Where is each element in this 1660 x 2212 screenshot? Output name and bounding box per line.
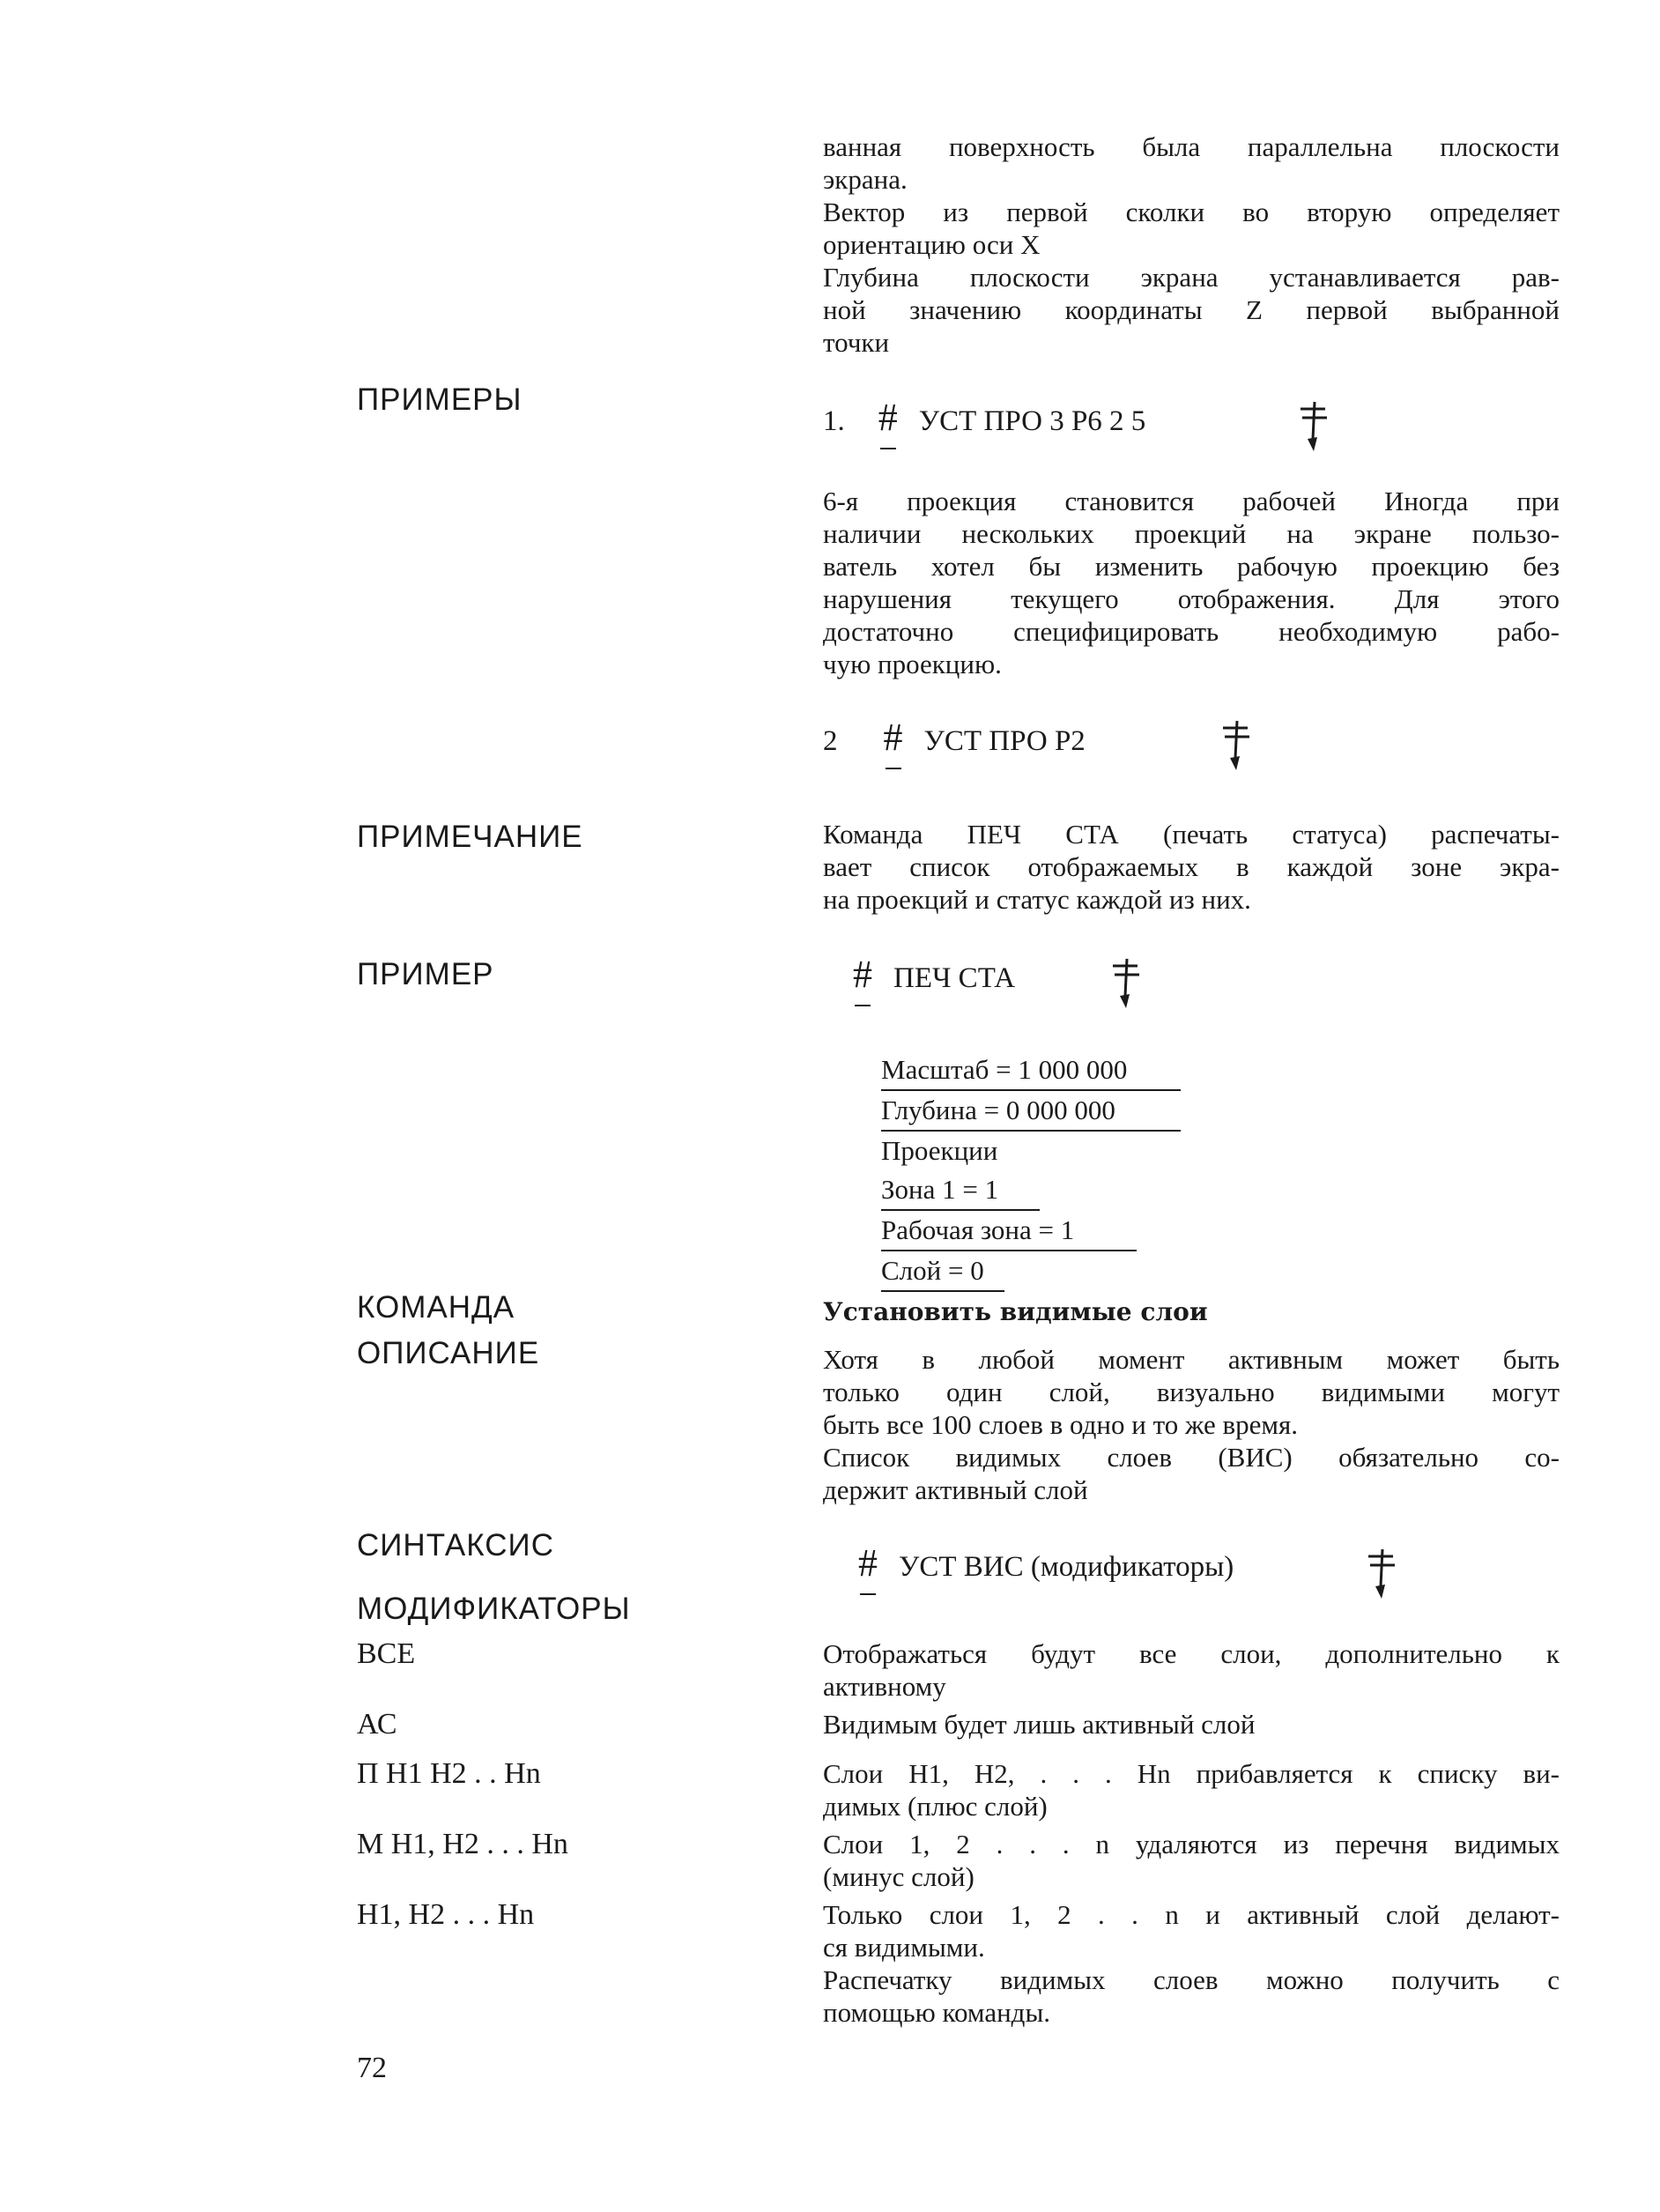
paragraph-line: ной значению координаты Z первой выбранной bbox=[823, 294, 1560, 325]
status-line: Масштаб = 1 000 000 bbox=[881, 1050, 1181, 1091]
paragraph-line: Слои Н1, Н2, . . . Нn прибавляется к списку ви- bbox=[823, 1758, 1560, 1789]
paragraph-line: ватель хотел бы изменить рабочую проекцию без bbox=[823, 551, 1560, 582]
paragraph-line: чую проекцию. bbox=[823, 649, 1002, 679]
page-number: 72 bbox=[357, 2052, 387, 2084]
paragraph-line: Только слои 1, 2 . . n и активный слой делают- bbox=[823, 1899, 1560, 1930]
status-row bbox=[881, 1170, 1181, 1211]
paragraph-line: экрана. bbox=[823, 164, 908, 195]
paragraph-line: Хотя в любой момент активным может быть bbox=[823, 1344, 1560, 1375]
paragraph-line: Распечатку видимых слоев можно получить с bbox=[823, 1964, 1560, 1995]
example-1-command bbox=[823, 398, 1145, 437]
modifier-description bbox=[823, 1708, 1560, 1741]
modifier-name: Н1, Н2 . . . Нn bbox=[357, 1898, 535, 1931]
status-line: Проекции bbox=[881, 1135, 998, 1166]
projection-paragraph bbox=[823, 485, 1560, 680]
paragraph-line: Команда ПЕЧ СТА (печать статуса) распечаты- bbox=[823, 819, 1560, 850]
terminator-icon bbox=[1363, 1544, 1398, 1601]
command-text: УСТ ВИС (модификаторы) bbox=[899, 1551, 1234, 1583]
paragraph-line: Слои 1, 2 . . . n удаляются из перечня видимых bbox=[823, 1829, 1560, 1859]
status-row bbox=[881, 1132, 1181, 1170]
status-line: Рабочая зона = 1 bbox=[881, 1211, 1137, 1251]
paragraph-line: Глубина плоскости экрана устанавливается рав- bbox=[823, 262, 1560, 293]
example-number: 2 bbox=[823, 725, 838, 757]
command-text: УСТ ПРО Р2 bbox=[923, 725, 1086, 757]
paragraph-line: 6-я проекция становится рабочей Иногда при bbox=[823, 486, 1560, 516]
command-text: ПЕЧ СТА bbox=[893, 962, 1016, 994]
paragraph-line: помощью команды. bbox=[823, 1997, 1051, 2028]
command-title: Установить видимые слои bbox=[823, 1297, 1208, 1326]
label-example: ПРИМЕР bbox=[357, 957, 494, 991]
note-paragraph bbox=[823, 818, 1560, 916]
modifier-name: М Н1, Н2 . . . Нn bbox=[357, 1828, 568, 1860]
label-note: ПРИМЕЧАНИЕ bbox=[357, 820, 583, 854]
terminator-icon bbox=[1108, 954, 1143, 1011]
paragraph-line: Отображаться будут все слои, дополнительно к bbox=[823, 1638, 1560, 1669]
status-row bbox=[881, 1050, 1181, 1091]
paragraph-line: (минус слой) bbox=[823, 1861, 975, 1892]
label-modifiers: МОДИФИКАТОРЫ bbox=[357, 1592, 631, 1626]
example-3-command bbox=[853, 955, 1015, 994]
paragraph-line: ванная поверхность была параллельна плоскости bbox=[823, 131, 1560, 162]
paragraph-line: наличии нескольких проекций на экране пользо- bbox=[823, 518, 1560, 549]
terminator-icon bbox=[1218, 716, 1253, 773]
paragraph-line: Видимым будет лишь активный слой bbox=[823, 1709, 1256, 1740]
paragraph-line: Список видимых слоев (ВИС) обязательно со- bbox=[823, 1442, 1560, 1473]
modifier-name: ВСЕ bbox=[357, 1637, 416, 1670]
hash-symbol: # bbox=[883, 716, 903, 759]
hash-symbol: # bbox=[853, 953, 872, 996]
status-output bbox=[881, 1050, 1181, 1292]
paragraph-line: точки bbox=[823, 327, 890, 358]
paragraph-line: ся видимыми. bbox=[823, 1932, 985, 1963]
paragraph-line: держит активный слой bbox=[823, 1474, 1088, 1505]
terminator-icon bbox=[1295, 397, 1330, 454]
modifier-description bbox=[823, 1637, 1560, 1703]
label-examples: ПРИМЕРЫ bbox=[357, 382, 522, 417]
label-command: КОМАНДА bbox=[357, 1290, 515, 1325]
example-number: 1. bbox=[823, 405, 845, 437]
paragraph-line: достаточно специфицировать необходимую рабо- bbox=[823, 616, 1560, 647]
hash-symbol: # bbox=[858, 1541, 878, 1585]
status-line: Зона 1 = 1 bbox=[881, 1170, 1040, 1211]
paragraph-line: вает список отображаемых в каждой зоне экра- bbox=[823, 851, 1560, 882]
label-description: ОПИСАНИЕ bbox=[357, 1336, 540, 1370]
syntax-command bbox=[858, 1541, 1234, 1585]
status-row bbox=[881, 1211, 1181, 1251]
paragraph-line: только один слой, визуально видимыми могут bbox=[823, 1377, 1560, 1407]
paragraph-line: димых (плюс слой) bbox=[823, 1791, 1048, 1822]
paragraph-line: активному bbox=[823, 1671, 946, 1702]
paragraph-line: быть все 100 слоев в одно и то же время. bbox=[823, 1409, 1299, 1440]
modifier-name: АС bbox=[357, 1708, 397, 1741]
paragraph-line: Вектор из первой сколки во вторую определяет bbox=[823, 197, 1560, 227]
status-row bbox=[881, 1251, 1181, 1292]
example-2-command bbox=[823, 718, 1086, 757]
status-line: Слой = 0 bbox=[881, 1251, 1004, 1292]
description-paragraph bbox=[823, 1343, 1560, 1506]
modifier-description bbox=[823, 1757, 1560, 1822]
paragraph-line: на проекций и статус каждой из них. bbox=[823, 884, 1251, 915]
paragraph-line: ориентацию оси X bbox=[823, 229, 1041, 260]
paragraph-line: нарушения текущего отображения. Для этого bbox=[823, 583, 1560, 614]
status-row bbox=[881, 1091, 1181, 1132]
command-text: УСТ ПРО 3 Р6 2 5 bbox=[918, 405, 1146, 437]
intro-paragraph bbox=[823, 130, 1560, 359]
modifier-description bbox=[823, 1828, 1560, 1893]
status-line: Глубина = 0 000 000 bbox=[881, 1091, 1181, 1132]
label-syntax: СИНТАКСИС bbox=[357, 1528, 554, 1563]
modifier-description bbox=[823, 1898, 1560, 2029]
modifier-name: П Н1 Н2 . . Нn bbox=[357, 1757, 541, 1790]
hash-symbol: # bbox=[878, 396, 898, 439]
